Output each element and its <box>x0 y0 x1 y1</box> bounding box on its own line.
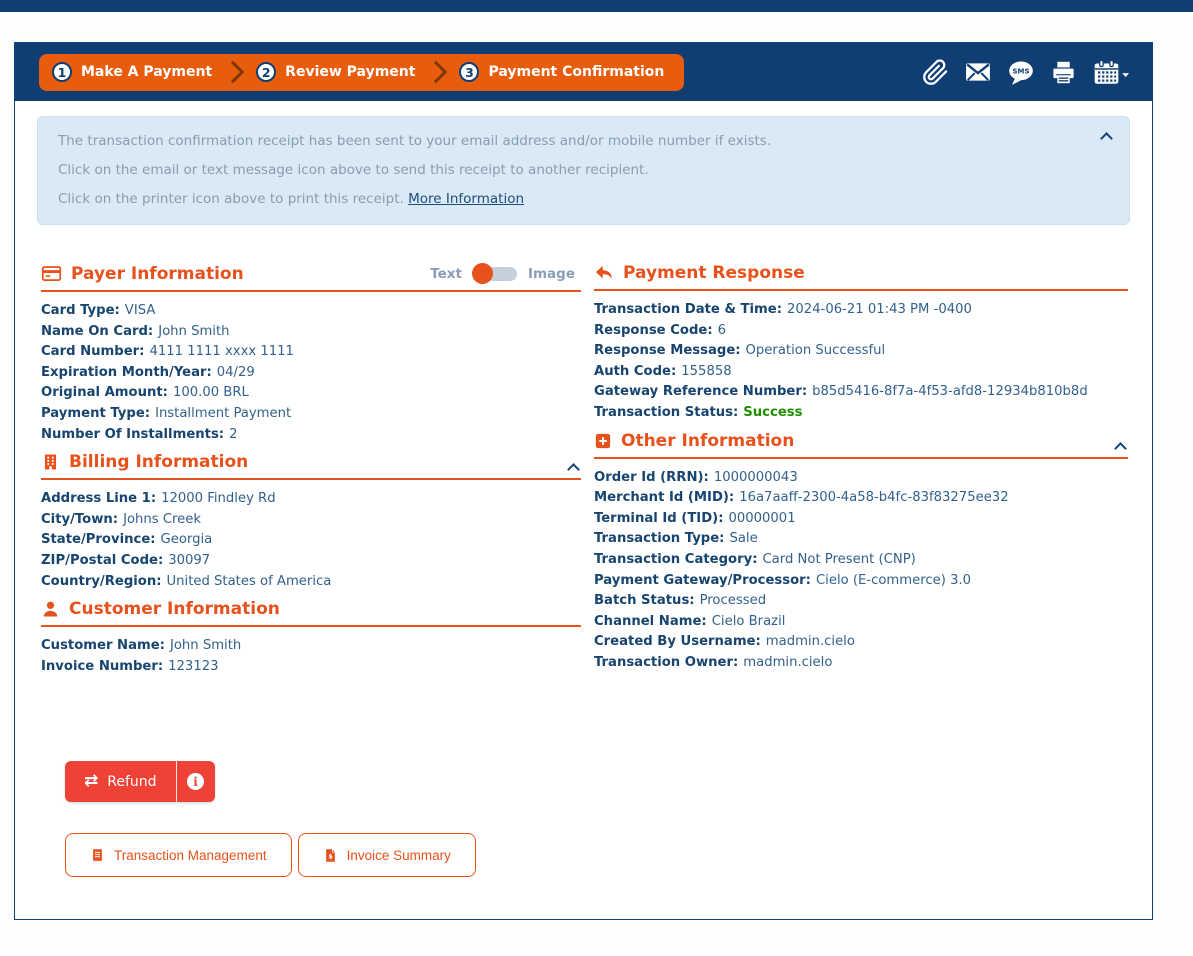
other-collapse-button[interactable] <box>1116 438 1125 457</box>
field-value: VISA <box>124 303 156 318</box>
field-label: Merchant Id (MID): <box>594 490 735 506</box>
field-row <box>41 510 581 531</box>
field-label: Payment Type: <box>41 405 151 421</box>
field-row <box>594 468 1128 489</box>
billing-section-title: Billing Information <box>69 452 249 473</box>
field-label: Auth Code: <box>594 363 677 379</box>
invoice-dollar-icon <box>323 847 338 864</box>
refund-info-button[interactable] <box>177 761 215 802</box>
field-value: Processed <box>699 593 767 609</box>
step-3-number: 3 <box>459 62 479 82</box>
field-value: madmin.cielo <box>743 654 833 670</box>
field-row <box>594 362 1128 383</box>
field-value: Johns Creek <box>123 511 202 527</box>
field-label: Transaction Owner: <box>594 654 739 670</box>
receipt-icon <box>90 847 105 864</box>
payment-stepper <box>39 54 684 91</box>
field-value: Cielo (E-commerce) 3.0 <box>815 572 972 588</box>
customer-information-section <box>41 599 581 677</box>
field-label: Original Amount: <box>41 385 168 401</box>
toggle-knob <box>472 263 493 284</box>
field-row <box>41 322 581 343</box>
field-row <box>594 632 1128 653</box>
field-label: Payment Gateway/Processor: <box>594 572 811 588</box>
person-icon <box>41 599 60 619</box>
response-section-title: Payment Response <box>623 263 805 283</box>
field-label: Card Number: <box>41 344 145 360</box>
field-row <box>594 550 1128 571</box>
field-row <box>594 321 1128 342</box>
payer-fields <box>41 292 581 445</box>
step-review-payment[interactable] <box>256 62 415 82</box>
field-row <box>594 341 1128 362</box>
credit-card-icon <box>41 263 62 284</box>
top-navigation-bar <box>0 0 1193 12</box>
alert-collapse-button[interactable] <box>1102 131 1111 147</box>
field-row <box>594 488 1128 509</box>
field-value: 2024-06-21 01:43 PM -0400 <box>787 302 972 317</box>
field-value: 04/29 <box>216 364 255 380</box>
field-row <box>41 636 581 657</box>
customer-fields <box>41 627 581 677</box>
receipt-alert <box>37 116 1130 225</box>
step-make-a-payment[interactable] <box>52 62 212 82</box>
field-value: United States of America <box>166 573 332 589</box>
chevron-up-icon <box>567 463 580 476</box>
field-value: Georgia <box>160 532 213 548</box>
field-row <box>594 571 1128 592</box>
chevron-up-icon <box>1114 442 1127 455</box>
field-row <box>41 530 581 551</box>
customer-section-title: Customer Information <box>69 599 280 620</box>
alert-line-3 <box>58 191 1089 207</box>
field-value: 4111 1111 xxxx 1111 <box>149 344 294 360</box>
field-row <box>41 572 581 593</box>
field-label: State/Province: <box>41 532 156 548</box>
other-section-header <box>594 431 1128 459</box>
field-value: Cielo Brazil <box>711 613 786 629</box>
header-icon-toolbar <box>922 59 1130 86</box>
billing-section-header <box>41 452 581 480</box>
field-label: Terminal Id (TID): <box>594 510 724 526</box>
billing-information-section <box>41 452 581 592</box>
field-value: 1000000043 <box>713 469 798 485</box>
field-label: ZIP/Postal Code: <box>41 552 164 568</box>
alert-line-1: The transaction confirmation receipt has been sent to your email address and/or mobile number if exists. <box>58 133 772 149</box>
attachment-icon[interactable] <box>922 59 949 86</box>
sms-icon[interactable] <box>1007 59 1035 86</box>
field-label: Transaction Category: <box>594 551 758 567</box>
field-row <box>41 342 581 363</box>
field-row <box>594 509 1128 530</box>
calendar-icon[interactable] <box>1092 59 1130 86</box>
field-value: Card Not Present (CNP) <box>762 551 916 567</box>
field-value: 6 <box>717 322 727 338</box>
field-row <box>41 551 581 572</box>
details-content <box>15 225 1152 677</box>
text-image-toggle[interactable] <box>473 267 517 281</box>
field-value: Sale <box>729 531 758 547</box>
field-value: 100.00 BRL <box>172 385 249 401</box>
chevron-up-icon <box>1100 132 1113 145</box>
bottom-button-row <box>65 833 1152 877</box>
field-value: 123123 <box>168 658 219 674</box>
field-label: Country/Region: <box>41 573 162 589</box>
field-row <box>41 657 581 678</box>
field-label: Transaction Status: <box>594 404 739 420</box>
payer-information-section <box>41 263 581 445</box>
field-row <box>594 653 1128 674</box>
field-row <box>41 425 581 446</box>
field-value: 30097 <box>168 552 211 568</box>
field-label: Customer Name: <box>41 638 165 654</box>
exchange-arrows-icon: ⇄ <box>84 771 99 792</box>
print-icon[interactable] <box>1050 59 1077 86</box>
field-value: John Smith <box>158 323 230 339</box>
billing-collapse-button[interactable] <box>569 459 578 478</box>
refund-button-label: Refund <box>107 773 157 790</box>
toggle-text-label: Text <box>430 265 462 282</box>
toggle-image-label: Image <box>527 265 575 282</box>
field-value: b85d5416-8f7a-4f53-afd8-12934b810b8d <box>812 384 1088 400</box>
field-label: Address Line 1: <box>41 491 157 507</box>
panel-header <box>15 43 1152 101</box>
step-1-label: Make A Payment <box>81 64 213 80</box>
field-row <box>41 301 581 322</box>
field-value: Installment Payment <box>155 405 292 421</box>
field-row <box>41 383 581 404</box>
field-row <box>41 404 581 425</box>
field-label: Name On Card: <box>41 323 154 339</box>
invoice-summary-button[interactable] <box>298 833 476 877</box>
field-label: Batch Status: <box>594 593 695 609</box>
payer-section-header <box>41 263 581 292</box>
refund-button[interactable] <box>65 761 176 802</box>
field-label: Order Id (RRN): <box>594 469 709 485</box>
step-payment-confirmation[interactable] <box>459 62 664 82</box>
other-information-section <box>594 431 1128 674</box>
field-row <box>594 300 1128 321</box>
other-section-title: Other Information <box>621 430 795 451</box>
step-separator-chevron-icon <box>425 61 448 84</box>
field-row <box>594 612 1128 633</box>
step-separator-chevron-icon <box>222 61 245 84</box>
refund-split-button <box>65 761 215 802</box>
left-column <box>41 263 581 677</box>
field-label: City/Town: <box>41 511 119 527</box>
field-row <box>41 489 581 510</box>
reply-arrow-icon <box>594 263 614 283</box>
field-value: John Smith <box>169 638 242 654</box>
right-column <box>594 263 1128 677</box>
response-section-header <box>594 263 1128 291</box>
field-row <box>41 363 581 384</box>
field-label: Expiration Month/Year: <box>41 364 212 380</box>
field-row <box>594 403 1128 424</box>
billing-fields <box>41 480 581 592</box>
transaction-management-button[interactable] <box>65 833 292 877</box>
field-label: Channel Name: <box>594 613 707 629</box>
response-fields <box>594 291 1128 424</box>
field-label: Created By Username: <box>594 634 761 650</box>
field-label: Transaction Date & Time: <box>594 302 783 317</box>
field-value: 155858 <box>681 363 732 379</box>
field-row <box>594 591 1128 612</box>
field-label: Gateway Reference Number: <box>594 384 808 400</box>
step-3-label: Payment Confirmation <box>488 64 665 80</box>
payer-section-title: Payer Information <box>71 263 244 284</box>
building-icon <box>41 452 60 472</box>
field-label: Response Code: <box>594 322 713 338</box>
field-value: 00000001 <box>728 510 796 526</box>
step-2-label: Review Payment <box>285 64 416 80</box>
text-image-toggle-group <box>430 266 581 282</box>
field-row <box>594 382 1128 403</box>
info-circle-icon: i <box>187 773 204 790</box>
other-fields <box>594 459 1128 674</box>
more-information-link[interactable]: More Information <box>408 191 525 207</box>
field-value: madmin.cielo <box>765 634 855 650</box>
refund-button-row <box>65 761 1152 802</box>
field-label: Response Message: <box>594 343 741 359</box>
field-label: Transaction Type: <box>594 531 725 547</box>
alert-line-3-text: Click on the printer icon above to print this receipt. <box>58 191 404 207</box>
plus-square-icon <box>594 432 612 450</box>
transaction-management-label: Transaction Management <box>114 847 267 863</box>
customer-section-header <box>41 599 581 627</box>
field-value: 16a7aaff-2300-4a58-b4fc-83f83275ee32 <box>739 490 1009 506</box>
step-1-number: 1 <box>52 62 72 82</box>
payment-response-section <box>594 263 1128 424</box>
email-icon[interactable] <box>964 59 992 85</box>
calendar-caret-icon <box>1122 73 1129 77</box>
field-value: Operation Successful <box>745 343 886 359</box>
invoice-summary-label: Invoice Summary <box>346 847 451 863</box>
field-value: 12000 Findley Rd <box>161 491 276 507</box>
alert-line-2: Click on the email or text message icon above to send this receipt to another recipient. <box>58 162 649 178</box>
payment-confirmation-panel <box>14 42 1153 920</box>
field-label: Card Type: <box>41 303 120 318</box>
field-row <box>594 529 1128 550</box>
step-2-number: 2 <box>256 62 276 82</box>
svg-text:$: $ <box>327 853 333 861</box>
field-value: 2 <box>229 426 238 442</box>
svg-text:SMS: SMS <box>1012 67 1030 76</box>
transaction-status-value: Success <box>743 404 803 420</box>
field-label: Invoice Number: <box>41 658 164 674</box>
field-label: Number Of Installments: <box>41 426 225 442</box>
